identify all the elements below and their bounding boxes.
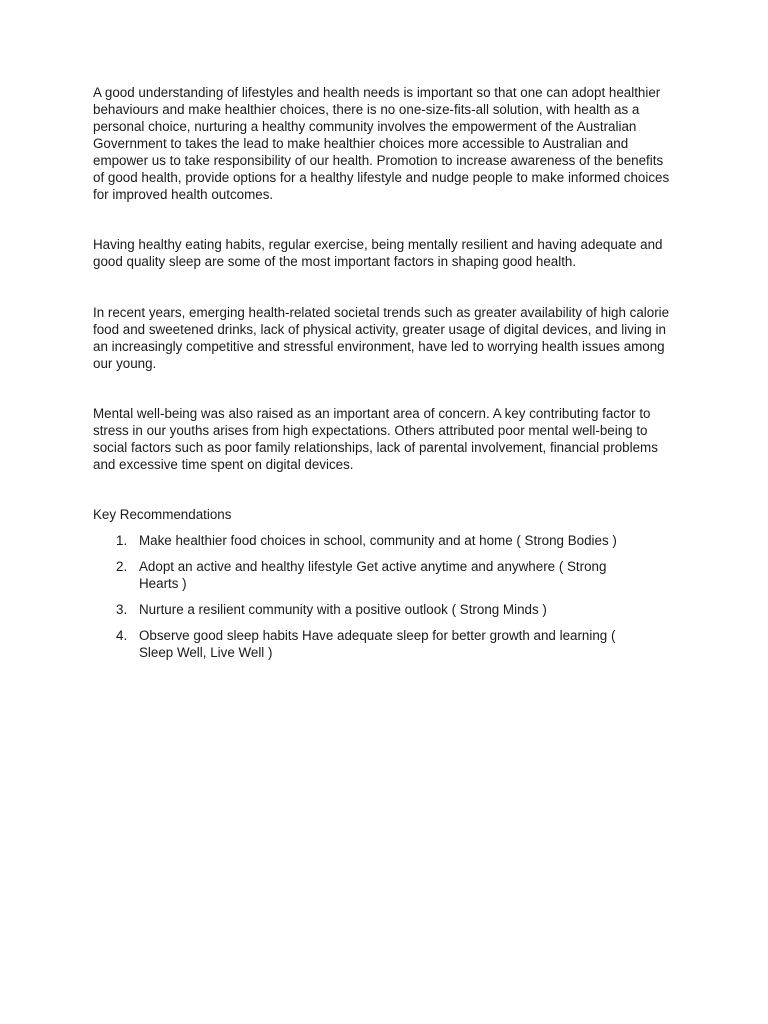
list-item-text: Observe good sleep habits Have adequate sleep for better growth and learning ( Sleep Well, Live Well ) (139, 628, 616, 660)
list-item (93, 601, 678, 618)
list-item-number: 3. (116, 602, 128, 617)
paragraph-mental-wellbeing: Mental well-being was also raised as an important area of concern. A key contributing factor to stress in our youths arises from high expectations. Others attributed poor mental well-being to social factors such as poor family relationships, lack of parental involvement, financial problems and excessive time spent on digital devices. (93, 406, 658, 472)
list-item-number: 1. (116, 533, 128, 548)
list-item-number: 2. (116, 559, 128, 574)
paragraph-healthy-habits: Having healthy eating habits, regular exercise, being mentally resilient and having adequate and good quality sleep are some of the most important factors in shaping good health. (93, 237, 663, 269)
list-item-text: Nurture a resilient community with a positive outlook ( Strong Minds ) (139, 602, 547, 617)
list-item (93, 558, 678, 592)
document-body (93, 84, 678, 670)
recommendations-heading: Key Recommendations (93, 507, 232, 522)
list-item-number: 4. (116, 628, 128, 643)
recommendations-list (93, 532, 678, 661)
list-item (93, 627, 678, 661)
paragraph-lifestyle-understanding: A good understanding of lifestyles and health needs is important so that one can adopt healthier behaviours and make healthier choices, there is no one-size-fits-all solution, with health as a personal choice, nurturing a healthy community involves the empowerment of the Australian Government to takes the lead to make healthier choices more accessible to Australian and empower us to take responsibility of our health. Promotion to increase awareness of the benefits of good health, provide options for a healthy lifestyle and nudge people to make informed choices for improved health outcomes. (93, 85, 670, 202)
list-item-text: Adopt an active and healthy lifestyle Get active anytime and anywhere ( Strong Hearts ) (139, 559, 607, 591)
list-item (93, 532, 678, 549)
paragraph-societal-trends: In recent years, emerging health-related societal trends such as greater availability of high calorie food and sweetened drinks, lack of physical activity, greater usage of digital devices, and living in an increasingly competitive and stressful environment, have led to worrying health issues among our young. (93, 305, 670, 371)
list-item-text: Make healthier food choices in school, community and at home ( Strong Bodies ) (139, 533, 617, 548)
